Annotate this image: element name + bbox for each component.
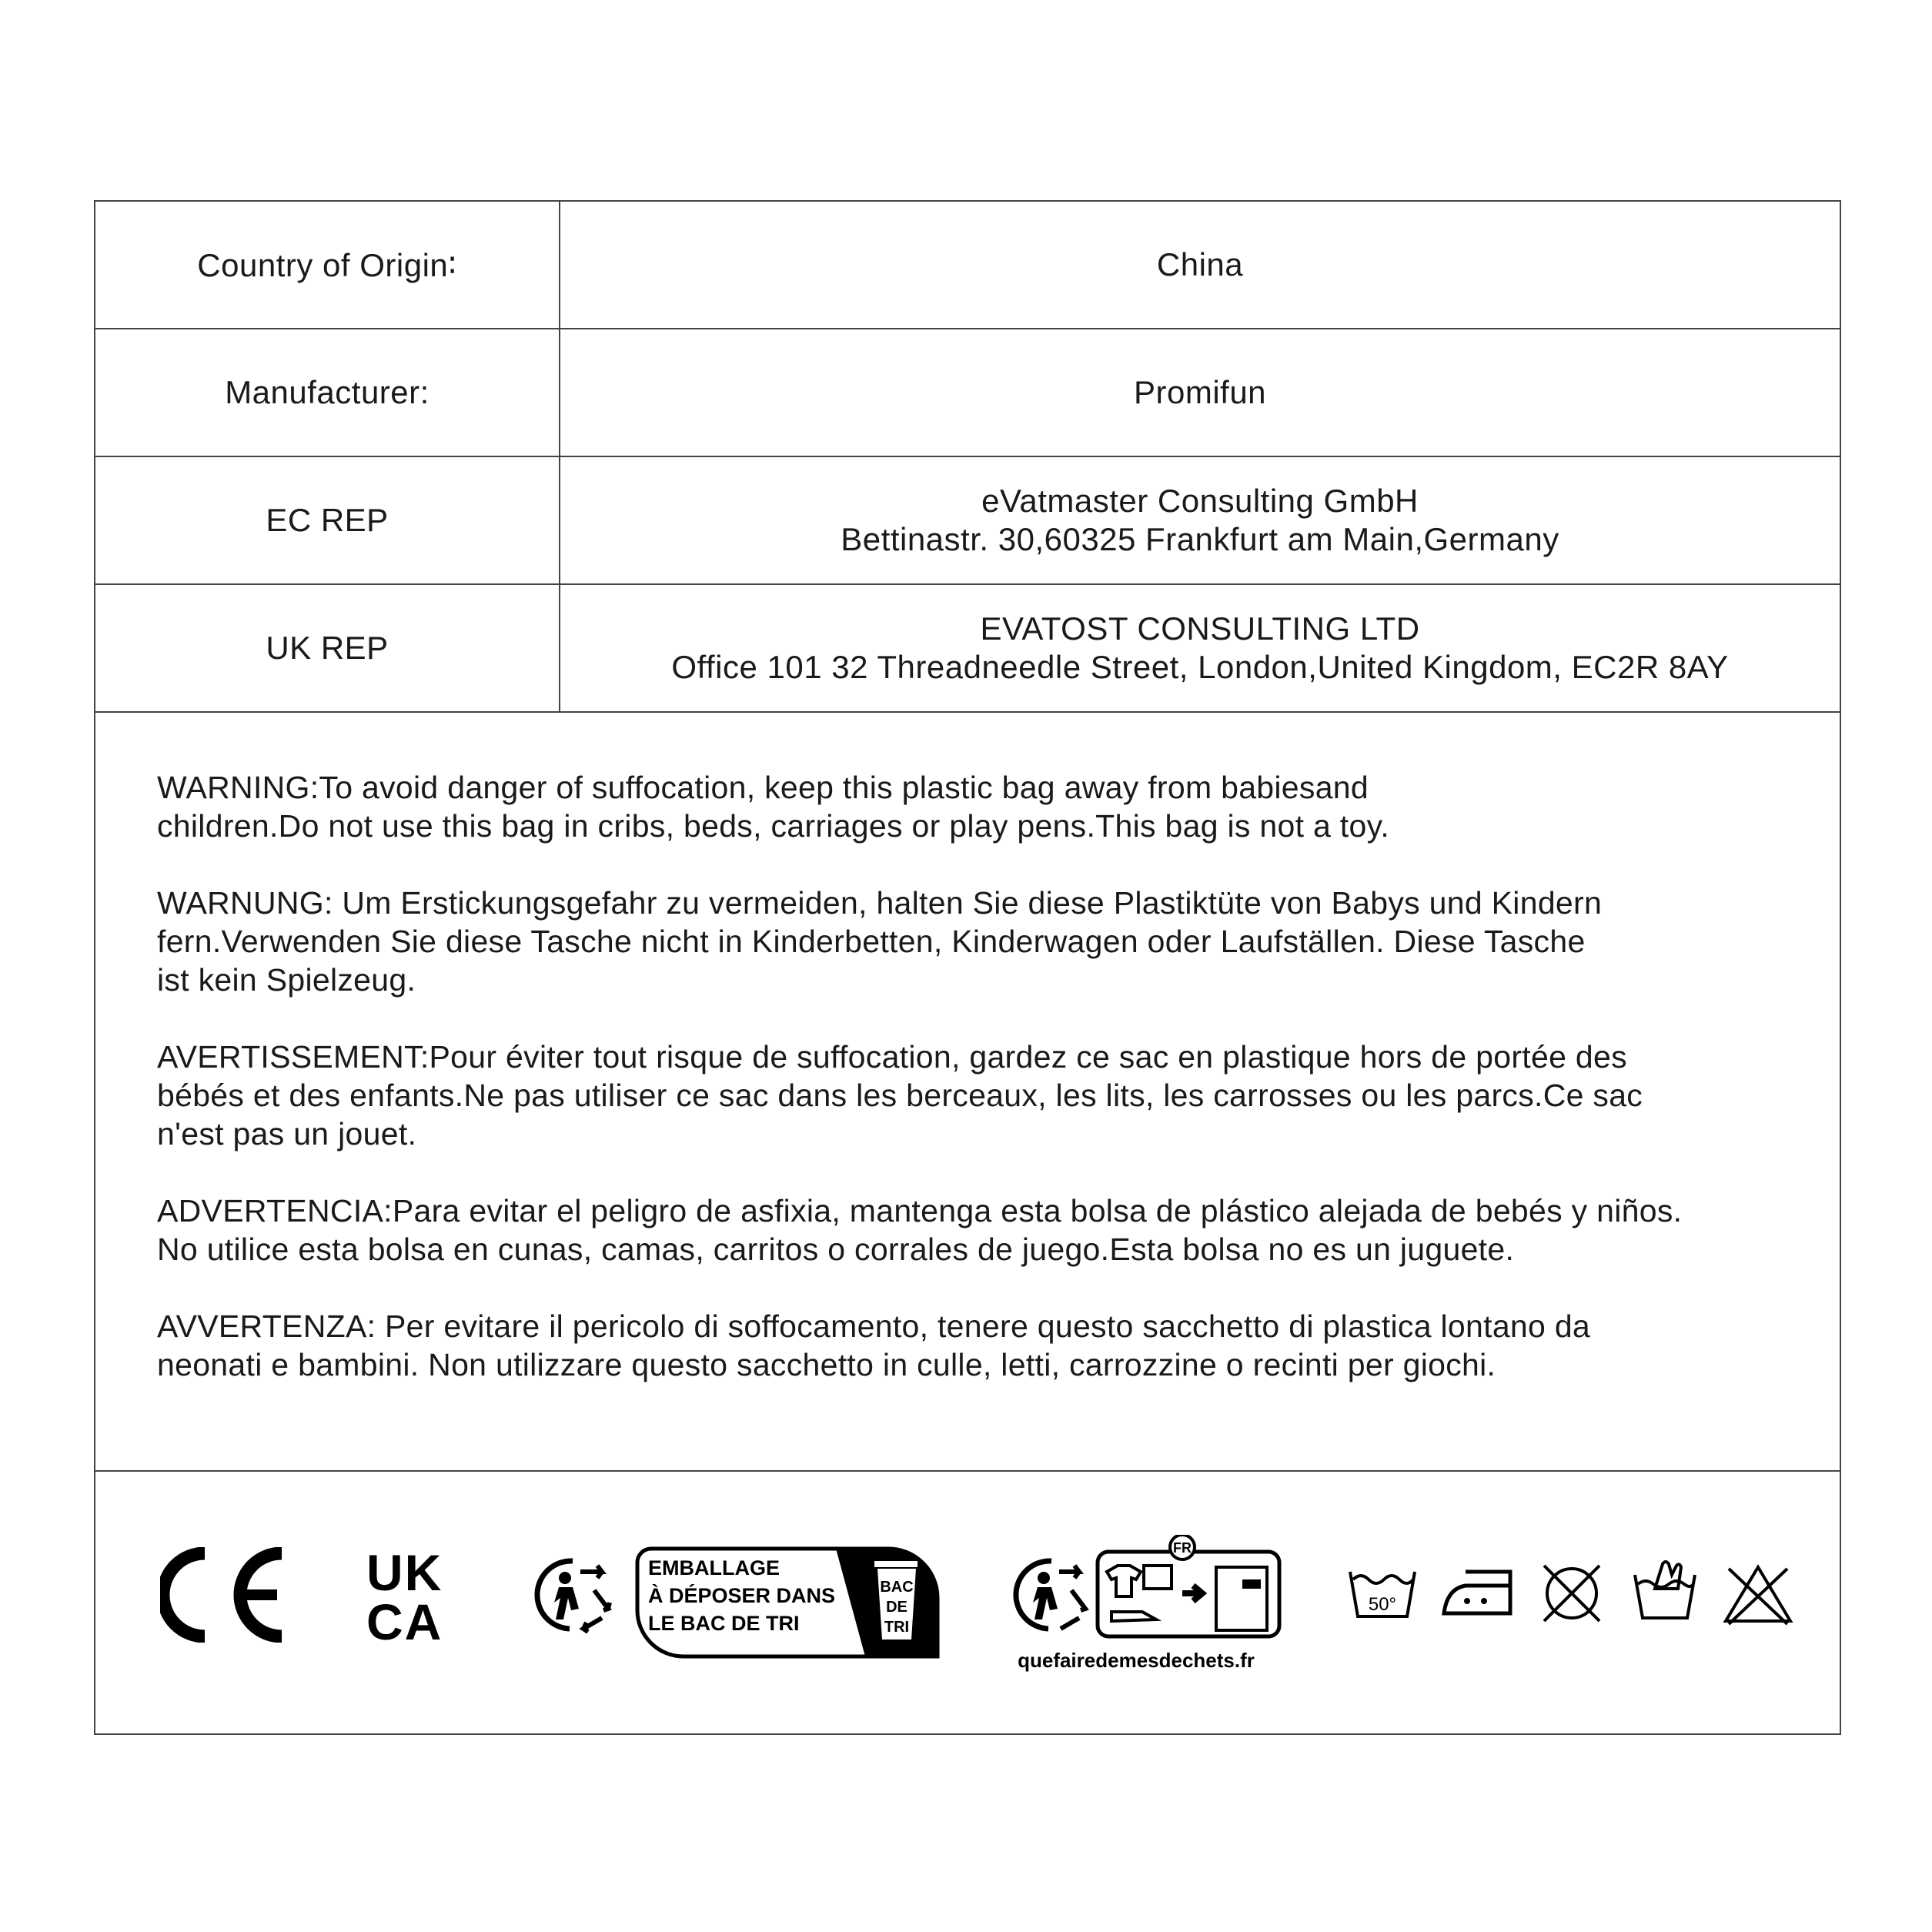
svg-text:CA: CA (366, 1593, 443, 1643)
info-row-origin (95, 202, 1840, 329)
svg-text:À DÉPOSER DANS: À DÉPOSER DANS (648, 1584, 836, 1607)
warnings-section (95, 713, 1840, 1472)
recycle-bin-icon (634, 1546, 942, 1660)
value-line: Promifun (1133, 374, 1267, 410)
ce-mark (160, 1547, 291, 1643)
value-line: China (1156, 246, 1244, 282)
value-line: eVatmaster Consulting GmbH (981, 483, 1419, 519)
ukca-mark (366, 1547, 462, 1643)
row-label: Country of Origin∶ (95, 202, 560, 328)
info-row-manufacturer (95, 329, 1840, 457)
value-line: EVATOST CONSULTING LTD (980, 610, 1420, 647)
row-value (560, 329, 1840, 456)
svg-text:LE BAC DE TRI: LE BAC DE TRI (648, 1612, 800, 1635)
row-value (560, 457, 1840, 583)
svg-text:quefairedemesdechets.fr: quefairedemesdechets.fr (1018, 1649, 1255, 1672)
warning-line: WARNUNG: Um Erstickungsgefahr zu vermeiden, halten Sie diese Plastiktüte von Babys und Kindern (157, 885, 1603, 921)
symbols-section (95, 1472, 1840, 1735)
warning-english (157, 768, 1789, 845)
warning-line: fern.Verwenden Sie diese Tasche nicht in Kinderbetten, Kinderwagen oder Laufställen. Diese Tasche (157, 924, 1586, 959)
iron-icon (1439, 1567, 1516, 1618)
warning-line: neonati e bambini. Non utilizzare questo sacchetto in culle, letti, carrozzine o recinti per giochi. (157, 1347, 1496, 1382)
row-value (560, 585, 1840, 711)
svg-text:50°: 50° (1368, 1594, 1397, 1615)
wash-50-icon (1347, 1567, 1418, 1621)
svg-text:DE: DE (886, 1599, 908, 1616)
warning-german (157, 884, 1789, 999)
svg-text:EMBALLAGE: EMBALLAGE (648, 1556, 780, 1579)
info-row-uk-rep (95, 585, 1840, 713)
warning-line: ADVERTENCIA:Para evitar el peligro de asfixia, mantenga esta bolsa de plástico alejada de bebés y niños. (157, 1193, 1683, 1228)
value-line: Bettinastr. 30,60325 Frankfurt am Main,Germany (841, 521, 1559, 557)
textile-recycle-icon (1011, 1535, 1289, 1673)
svg-text:BAC: BAC (880, 1579, 914, 1596)
warning-line: children.Do not use this bag in cribs, beds, carriages or play pens.This bag is not a toy. (157, 808, 1390, 844)
warning-italian (157, 1307, 1789, 1384)
row-label: EC REP (95, 457, 560, 583)
triman-icon (533, 1555, 616, 1635)
no-bleach-icon (1721, 1563, 1795, 1626)
label-frame (94, 200, 1841, 1735)
info-row-ec-rep (95, 457, 1840, 585)
warning-line: AVVERTENZA: Per evitare il pericolo di soffocamento, tenere questo sacchetto di plastica lontano da (157, 1309, 1591, 1344)
svg-text:CE: CE (160, 1547, 162, 1548)
warning-line: WARNING:To avoid danger of suffocation, keep this plastic bag away from babiesand (157, 770, 1369, 805)
svg-text:TRI: TRI (884, 1619, 910, 1636)
warning-line: No utilice esta bolsa en cunas, camas, carritos o corrales de juego.Esta bolsa no es un juguete. (157, 1232, 1515, 1267)
warning-french (157, 1038, 1789, 1153)
svg-text:FR: FR (1173, 1540, 1192, 1556)
row-label: UK REP (95, 585, 560, 711)
svg-text:UK: UK (366, 1547, 443, 1601)
warning-line: n'est pas un jouet. (157, 1116, 417, 1152)
warning-line: ist kein Spielzeug. (157, 962, 416, 998)
warning-line: AVERTISSEMENT:Pour éviter tout risque de suffocation, gardez ce sac en plastique hors de portée des (157, 1039, 1627, 1075)
no-tumble-dry-icon (1539, 1563, 1604, 1624)
warning-line: bébés et des enfants.Ne pas utiliser ce sac dans les berceaux, les lits, les carrosses ou les parcs.Ce sac (157, 1078, 1643, 1113)
hand-wash-icon (1632, 1558, 1698, 1623)
row-value (560, 202, 1840, 328)
row-label: Manufacturer: (95, 329, 560, 456)
value-line: Office 101 32 Threadneedle Street, London,United Kingdom, EC2R 8AY (671, 649, 1729, 685)
warning-spanish (157, 1192, 1789, 1269)
